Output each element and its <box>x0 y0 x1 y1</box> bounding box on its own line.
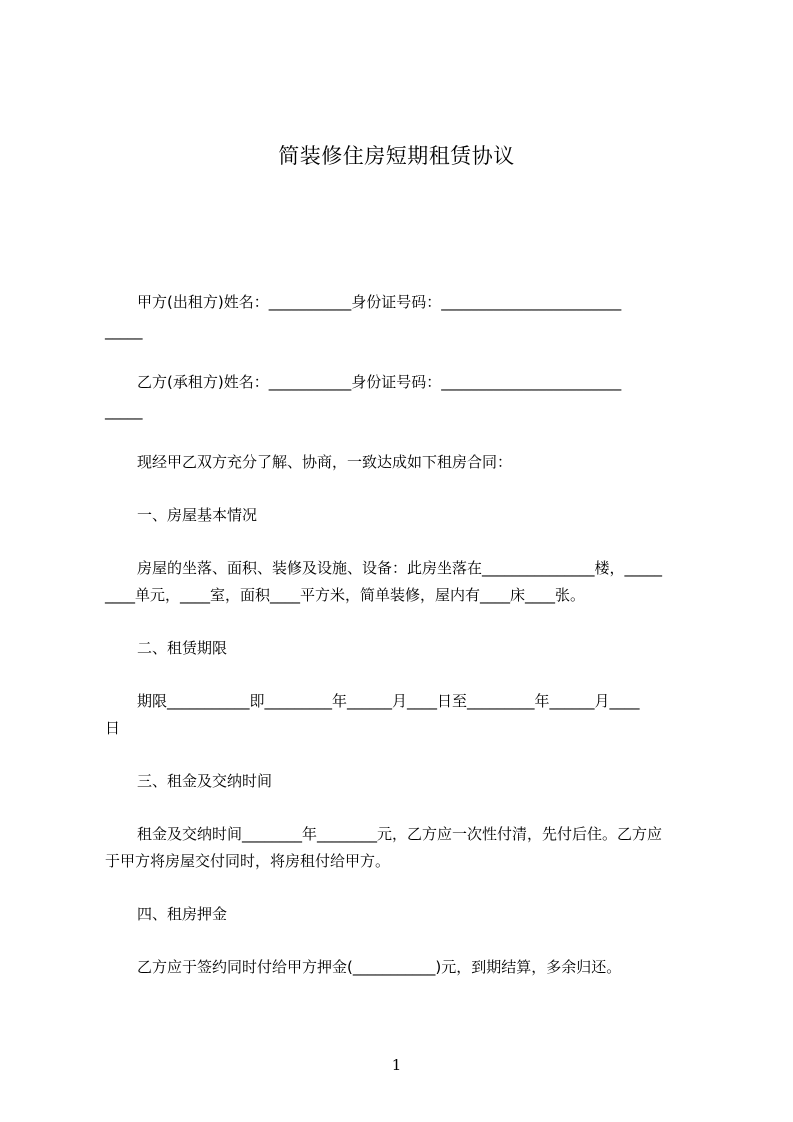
section1-heading: 一、房屋基本情况 <box>137 506 258 524</box>
party-b-line: 乙方(承租方)姓名：___________身份证号码：________________________ <box>137 373 622 391</box>
document-title: 简装修住房短期租赁协议 <box>278 144 515 168</box>
section3-heading: 三、租金及交纳时间 <box>137 772 273 790</box>
party-b-line-continued: _____ <box>105 402 143 420</box>
page-number: 1 <box>391 1056 402 1074</box>
section1-paragraph-line1: 房屋的坐落、面积、装修及设施、设备：此房坐落在_______________楼，_____ <box>137 559 663 577</box>
section3-paragraph-line1: 租金及交纳时间________年________元，乙方应一次性付清，先付后住。乙方应 <box>137 825 663 843</box>
section2-heading: 二、租赁期限 <box>137 639 228 657</box>
party-a-line: 甲方(出租方)姓名：___________身份证号码：________________________ <box>137 293 622 311</box>
section4-heading: 四、租房押金 <box>137 905 228 923</box>
section2-paragraph-line1: 期限___________即_________年______月____日至_________年______月____ <box>137 692 640 710</box>
section1-paragraph-line2: ____单元，____室，面积____平方米，简单装修，屋内有____床____张。 <box>105 586 586 604</box>
intro-paragraph: 现经甲乙双方充分了解、协商，一致达成如下租房合同： <box>137 453 513 471</box>
section2-paragraph-line2: 日 <box>105 719 121 737</box>
section4-paragraph: 乙方应于签约同时付给甲方押金(___________)元，到期结算，多余归还。 <box>137 958 622 976</box>
section3-paragraph-line2: 于甲方将房屋交付同时，将房租付给甲方。 <box>105 852 391 870</box>
party-a-line-continued: _____ <box>105 322 143 340</box>
